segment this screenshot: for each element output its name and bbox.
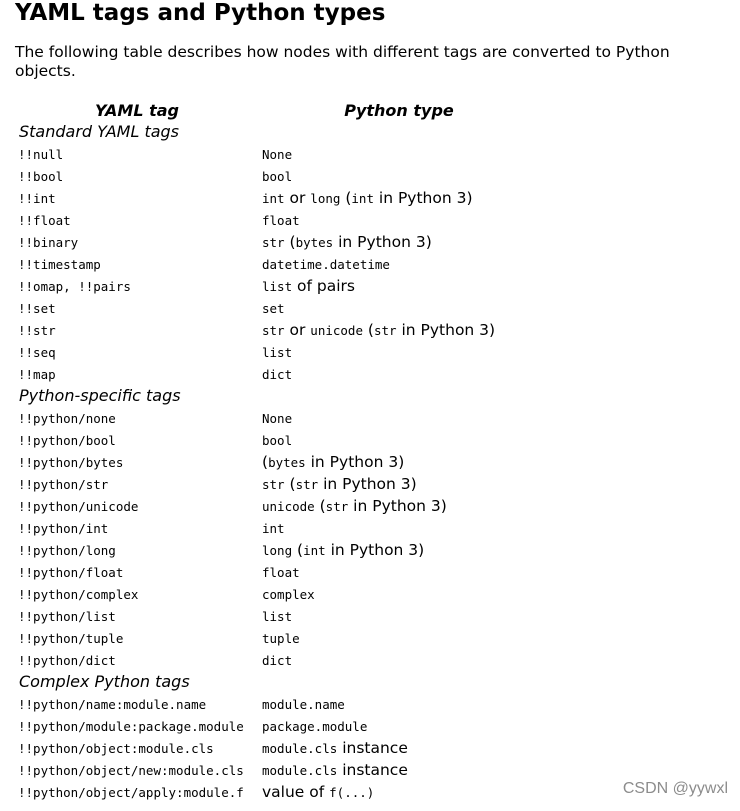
yaml-tag-cell [15, 780, 259, 802]
yaml-tag: !!set [18, 300, 56, 316]
python-type-code: datetime.datetime [262, 256, 390, 272]
yaml-tag: !!python/int [18, 520, 109, 536]
python-type-code: list [262, 344, 293, 360]
yaml-tag: !!python/name:module.name [18, 696, 207, 712]
yaml-tag-cell [15, 142, 259, 164]
tags-types-table [15, 96, 539, 802]
header-yaml-tag: YAML tag [94, 101, 180, 120]
python-type-code: str [262, 234, 285, 250]
python-type-code: long [262, 542, 293, 558]
yaml-tag-cell [15, 626, 259, 648]
yaml-tag-cell [15, 230, 259, 252]
yaml-tag-cell [15, 164, 259, 186]
python-type-code: None [262, 146, 293, 162]
yaml-tag: !!bool [18, 168, 64, 184]
table-row [15, 648, 539, 670]
yaml-tag: !!python/bool [18, 432, 116, 448]
yaml-tag-cell [15, 362, 259, 384]
yaml-tag: !!python/unicode [18, 498, 139, 514]
python-type-code: list [262, 608, 293, 624]
table-row [15, 626, 539, 648]
table-row [15, 604, 539, 626]
python-type-code: unicode [262, 498, 315, 514]
python-type-code: module.name [262, 696, 345, 712]
yaml-tag-cell [15, 736, 259, 758]
python-type-text: ( [292, 540, 304, 559]
yaml-tag-cell [15, 714, 259, 736]
python-type-cell [259, 428, 539, 450]
python-type-code: dict [262, 366, 293, 382]
yaml-tag: !!timestamp [18, 256, 101, 272]
table-body [15, 120, 539, 802]
yaml-tag: !!python/long [18, 542, 116, 558]
yaml-tag: !!python/object:module.cls [18, 740, 214, 756]
python-type-text: or [284, 320, 311, 339]
yaml-tag: !!seq [18, 344, 56, 360]
python-type-text: in Python 3) [396, 320, 496, 339]
python-type-code: float [262, 212, 300, 228]
yaml-tag: !!null [18, 146, 64, 162]
section-row [15, 384, 539, 406]
yaml-tag-cell [15, 296, 259, 318]
intro-paragraph: The following table describes how nodes with different tags are converted to Python objects. [15, 43, 670, 80]
table-row [15, 450, 539, 472]
python-type-code: str [325, 498, 349, 514]
yaml-tag: !!python/object/apply:module.f [18, 784, 244, 800]
python-type-cell [259, 472, 539, 494]
table-row [15, 230, 539, 252]
python-type-cell [259, 736, 539, 758]
yaml-tag: !!python/module:package.module [18, 718, 244, 734]
section-row [15, 670, 539, 692]
python-type-code: str [262, 322, 285, 338]
python-type-text: in Python 3) [333, 232, 432, 251]
python-type-cell [259, 494, 539, 516]
table-row [15, 142, 539, 164]
yaml-tag-cell [15, 406, 259, 428]
yaml-tag-cell [15, 450, 259, 472]
python-type-code: set [262, 300, 285, 316]
yaml-tag-cell [15, 472, 259, 494]
python-type-cell [259, 274, 539, 296]
section-title: Standard YAML tags [19, 121, 180, 141]
yaml-tag: !!binary [18, 234, 79, 250]
yaml-tag: !!omap, !!pairs [18, 278, 131, 294]
table-row [15, 538, 539, 560]
yaml-tag-cell [15, 340, 259, 362]
table-row [15, 780, 539, 802]
watermark: CSDN @yywxl [622, 780, 728, 797]
python-type-code: tuple [262, 630, 300, 646]
table-row [15, 406, 539, 428]
table-row [15, 560, 539, 582]
yaml-tag-cell [15, 208, 259, 230]
table-row [15, 362, 539, 384]
yaml-tag: !!map [18, 366, 56, 382]
python-type-cell [259, 296, 539, 318]
yaml-tag: !!python/complex [18, 586, 139, 602]
python-type-text: in Python 3) [318, 474, 417, 493]
python-type-code: str [373, 322, 397, 338]
yaml-tag-cell [15, 648, 259, 670]
yaml-tag: !!int [18, 190, 56, 206]
python-type-cell [259, 142, 539, 164]
python-type-cell [259, 252, 539, 274]
yaml-tag: !!python/str [18, 476, 109, 492]
python-type-code: int [262, 520, 285, 536]
table-row [15, 516, 539, 538]
python-type-text: or [284, 188, 311, 207]
table-row [15, 428, 539, 450]
python-type-code: module.cls [262, 762, 338, 778]
yaml-tag-cell [15, 252, 259, 274]
python-type-text: value of [262, 782, 330, 801]
python-type-cell [259, 758, 539, 780]
python-type-text: ( [340, 188, 352, 207]
table-row [15, 736, 539, 758]
table-row [15, 714, 539, 736]
table-row [15, 274, 539, 296]
python-type-code: None [262, 410, 293, 426]
yaml-tag-cell [15, 274, 259, 296]
table-row [15, 208, 539, 230]
section-title: Python-specific tags [19, 385, 181, 405]
python-type-cell [259, 186, 539, 208]
table-row [15, 296, 539, 318]
python-type-code: package.module [262, 718, 368, 734]
python-type-code: str [295, 476, 319, 492]
python-type-code: bool [262, 432, 293, 448]
python-type-text: ( [284, 232, 296, 251]
python-type-cell [259, 164, 539, 186]
yaml-tag: !!python/object/new:module.cls [18, 762, 244, 778]
python-type-code: int [351, 190, 374, 206]
yaml-tag-cell [15, 428, 259, 450]
table-header-row [15, 96, 539, 120]
yaml-tag: !!python/tuple [18, 630, 124, 646]
python-type-cell [259, 230, 539, 252]
python-type-cell [259, 604, 539, 626]
python-type-cell [259, 692, 539, 714]
python-type-text: ( [284, 474, 296, 493]
header-python-type: Python type [344, 101, 454, 120]
python-type-code: str [262, 476, 285, 492]
python-type-cell [259, 626, 539, 648]
table-row [15, 318, 539, 340]
yaml-tag-cell [15, 692, 259, 714]
yaml-tag: !!python/list [18, 608, 116, 624]
section-row [15, 120, 539, 142]
python-type-cell [259, 362, 539, 384]
yaml-tag-cell [15, 516, 259, 538]
python-type-cell [259, 780, 539, 802]
python-type-text: in Python 3) [373, 188, 473, 207]
yaml-tag-cell [15, 582, 259, 604]
python-type-code: unicode [310, 322, 363, 338]
python-type-code: bytes [268, 454, 306, 470]
python-type-text: in Python 3) [325, 540, 425, 559]
page-title: YAML tags and Python types [15, 0, 386, 26]
python-type-text: ( [362, 320, 374, 339]
yaml-tag: !!python/float [18, 564, 124, 580]
python-type-text: instance [337, 760, 408, 779]
python-type-code: bytes [295, 234, 334, 250]
yaml-tag: !!python/none [18, 410, 116, 426]
python-type-code: complex [262, 586, 315, 602]
table-row [15, 186, 539, 208]
section-title: Complex Python tags [19, 671, 190, 691]
python-type-code: list [262, 278, 293, 294]
python-type-code: bool [262, 168, 293, 184]
python-type-code: float [262, 564, 300, 580]
yaml-tag: !!python/bytes [18, 454, 124, 470]
python-type-text: of pairs [292, 276, 355, 295]
python-type-cell [259, 340, 539, 362]
python-type-cell [259, 208, 539, 230]
python-type-cell [259, 560, 539, 582]
python-type-cell [259, 582, 539, 604]
table-row [15, 494, 539, 516]
python-type-text: in Python 3) [348, 496, 447, 515]
python-type-code: f(...) [329, 784, 375, 800]
yaml-tag-cell [15, 318, 259, 340]
yaml-tag-cell [15, 186, 259, 208]
yaml-tag-cell [15, 758, 259, 780]
python-type-text: in Python 3) [305, 452, 405, 471]
python-type-code: int [303, 542, 326, 558]
python-type-cell [259, 516, 539, 538]
table-row [15, 692, 539, 714]
table-row [15, 340, 539, 362]
python-type-text: ( [262, 452, 269, 471]
table-row [15, 582, 539, 604]
yaml-tag: !!str [18, 322, 56, 338]
python-type-code: long [310, 190, 341, 206]
python-type-code: module.cls [262, 740, 338, 756]
python-type-cell [259, 714, 539, 736]
yaml-tag-cell [15, 538, 259, 560]
table-row [15, 758, 539, 780]
python-type-cell [259, 450, 539, 472]
table-row [15, 164, 539, 186]
python-type-text: ( [314, 496, 326, 515]
yaml-tag: !!python/dict [18, 652, 116, 668]
yaml-tag-cell [15, 604, 259, 626]
python-type-cell [259, 406, 539, 428]
python-type-code: dict [262, 652, 293, 668]
python-type-text: instance [337, 738, 408, 757]
python-type-cell [259, 538, 539, 560]
python-type-cell [259, 318, 539, 340]
yaml-tag-cell [15, 560, 259, 582]
yaml-tag: !!float [18, 212, 71, 228]
table-row [15, 252, 539, 274]
yaml-tag-cell [15, 494, 259, 516]
python-type-code: int [262, 190, 285, 206]
python-type-cell [259, 648, 539, 670]
table-row [15, 472, 539, 494]
